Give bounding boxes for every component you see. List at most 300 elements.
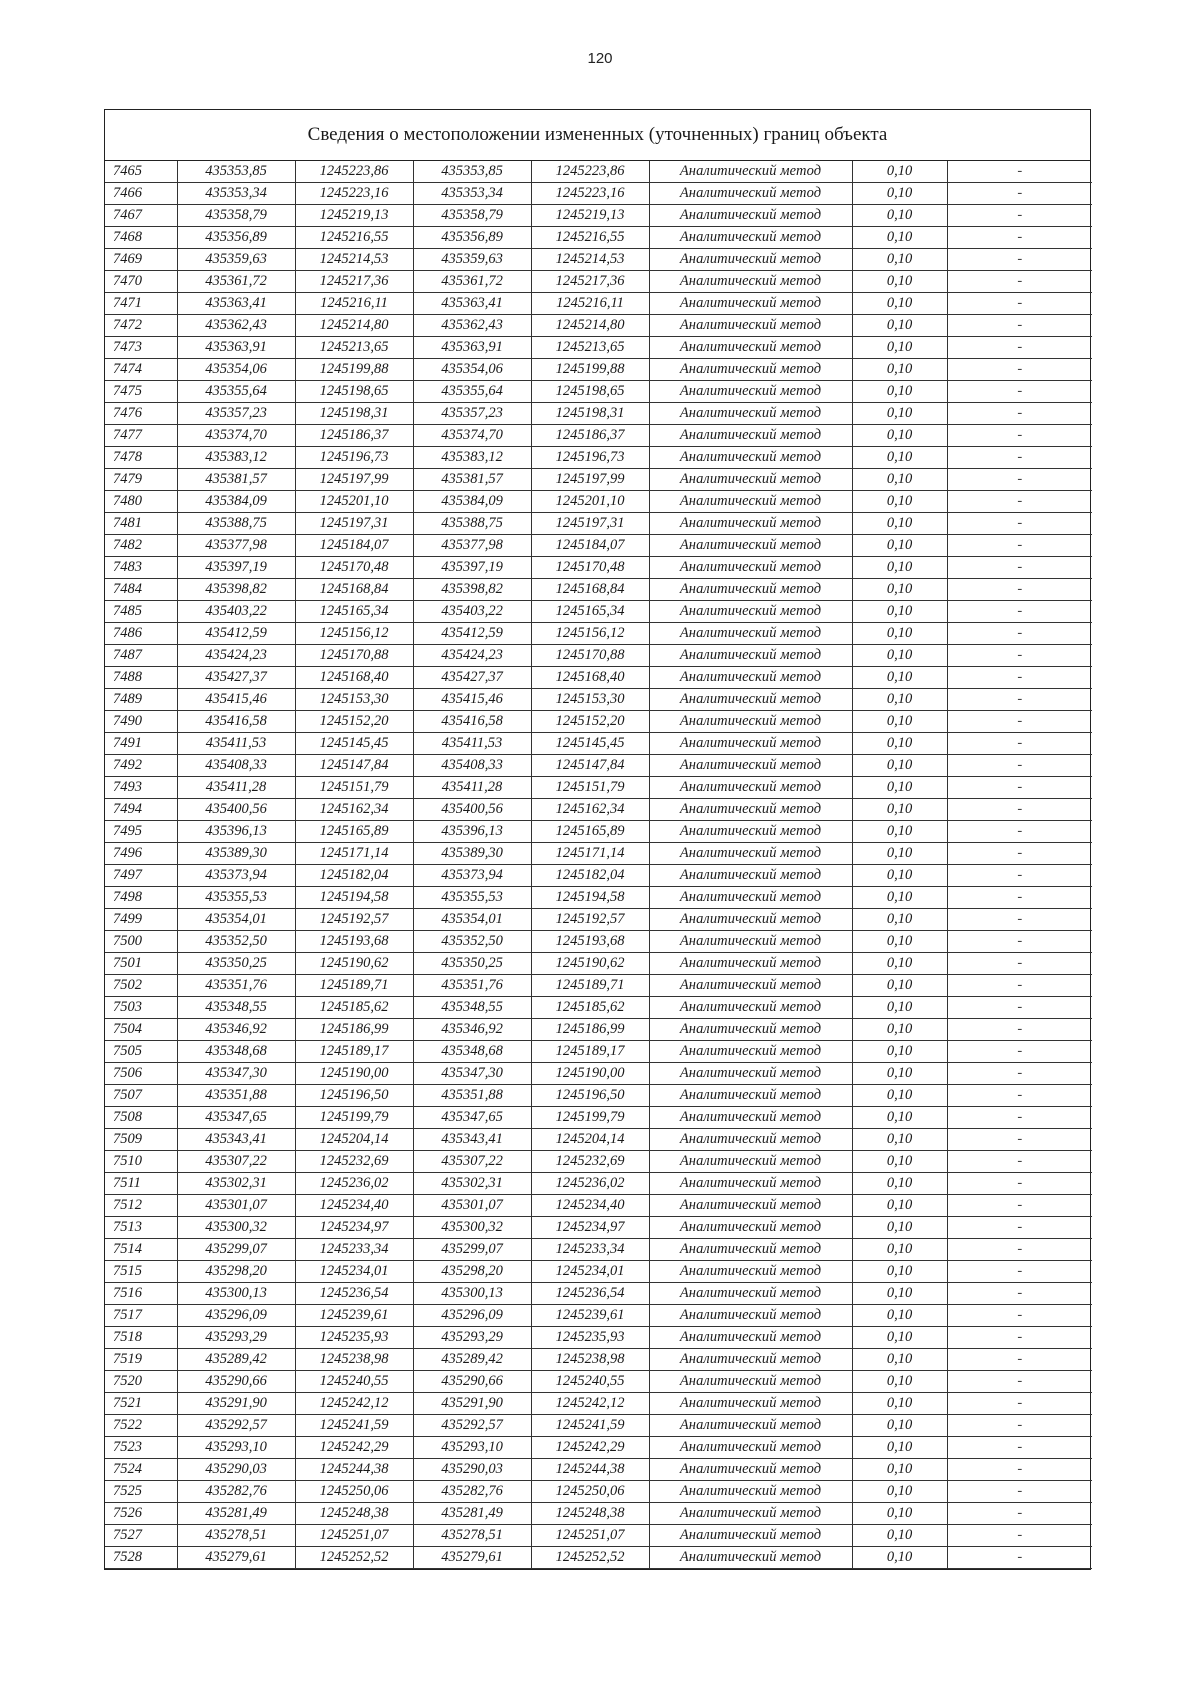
cell-method: Аналитический метод [649,1437,852,1459]
cell-x-new: 435354,01 [413,909,531,931]
cell-y-existing: 1245168,84 [295,579,413,601]
table-row [105,975,1092,997]
cell-point-number: 7523 [105,1437,177,1459]
cell-x-new: 435353,34 [413,183,531,205]
cell-method: Аналитический метод [649,315,852,337]
cell-x-new: 435351,88 [413,1085,531,1107]
cell-y-new: 1245242,12 [531,1393,649,1415]
cell-description: - [947,843,1092,865]
cell-method: Аналитический метод [649,271,852,293]
cell-x-existing: 435363,41 [177,293,295,315]
cell-x-new: 435347,65 [413,1107,531,1129]
cell-x-existing: 435293,29 [177,1327,295,1349]
cell-y-new: 1245216,11 [531,293,649,315]
cell-x-new: 435361,72 [413,271,531,293]
cell-precision: 0,10 [852,1085,947,1107]
cell-y-existing: 1245170,88 [295,645,413,667]
cell-x-new: 435411,28 [413,777,531,799]
cell-y-existing: 1245189,71 [295,975,413,997]
cell-y-new: 1245168,84 [531,579,649,601]
cell-y-new: 1245186,37 [531,425,649,447]
cell-x-existing: 435427,37 [177,667,295,689]
cell-y-new: 1245152,20 [531,711,649,733]
cell-precision: 0,10 [852,1107,947,1129]
cell-x-new: 435411,53 [413,733,531,755]
cell-point-number: 7504 [105,1019,177,1041]
cell-method: Аналитический метод [649,513,852,535]
cell-description: - [947,1217,1092,1239]
cell-x-existing: 435353,85 [177,161,295,183]
cell-y-new: 1245236,54 [531,1283,649,1305]
cell-y-existing: 1245239,61 [295,1305,413,1327]
cell-y-new: 1245184,07 [531,535,649,557]
cell-x-existing: 435357,23 [177,403,295,425]
cell-method: Аналитический метод [649,931,852,953]
cell-description: - [947,315,1092,337]
cell-x-new: 435384,09 [413,491,531,513]
cell-y-new: 1245165,89 [531,821,649,843]
cell-y-new: 1245214,53 [531,249,649,271]
cell-y-new: 1245197,99 [531,469,649,491]
cell-y-existing: 1245168,40 [295,667,413,689]
cell-x-existing: 435396,13 [177,821,295,843]
cell-method: Аналитический метод [649,1195,852,1217]
cell-y-new: 1245147,84 [531,755,649,777]
cell-x-new: 435293,29 [413,1327,531,1349]
cell-description: - [947,821,1092,843]
cell-y-existing: 1245214,80 [295,315,413,337]
cell-x-new: 435377,98 [413,535,531,557]
table-row [105,733,1092,755]
table-row [105,161,1092,183]
table-row [105,1371,1092,1393]
cell-x-existing: 435416,58 [177,711,295,733]
cell-x-new: 435282,76 [413,1481,531,1503]
cell-precision: 0,10 [852,403,947,425]
cell-y-new: 1245244,38 [531,1459,649,1481]
cell-point-number: 7515 [105,1261,177,1283]
cell-y-new: 1245151,79 [531,777,649,799]
cell-x-new: 435351,76 [413,975,531,997]
table-row [105,821,1092,843]
cell-point-number: 7482 [105,535,177,557]
table-row [105,799,1092,821]
cell-x-existing: 435351,76 [177,975,295,997]
cell-y-new: 1245197,31 [531,513,649,535]
cell-x-existing: 435356,89 [177,227,295,249]
cell-description: - [947,1305,1092,1327]
cell-method: Аналитический метод [649,755,852,777]
cell-x-existing: 435290,66 [177,1371,295,1393]
table-row [105,315,1092,337]
cell-x-new: 435363,91 [413,337,531,359]
cell-point-number: 7493 [105,777,177,799]
cell-method: Аналитический метод [649,1393,852,1415]
cell-method: Аналитический метод [649,1239,852,1261]
cell-method: Аналитический метод [649,359,852,381]
cell-precision: 0,10 [852,997,947,1019]
cell-method: Аналитический метод [649,579,852,601]
cell-y-existing: 1245235,93 [295,1327,413,1349]
cell-method: Аналитический метод [649,205,852,227]
cell-x-new: 435412,59 [413,623,531,645]
table-row [105,447,1092,469]
cell-description: - [947,227,1092,249]
cell-x-new: 435403,22 [413,601,531,623]
cell-x-existing: 435361,72 [177,271,295,293]
cell-description: - [947,997,1092,1019]
cell-description: - [947,381,1092,403]
cell-y-existing: 1245234,97 [295,1217,413,1239]
cell-x-new: 435416,58 [413,711,531,733]
cell-x-new: 435353,85 [413,161,531,183]
cell-x-existing: 435400,56 [177,799,295,821]
cell-point-number: 7470 [105,271,177,293]
cell-y-new: 1245186,99 [531,1019,649,1041]
cell-x-existing: 435362,43 [177,315,295,337]
cell-method: Аналитический метод [649,601,852,623]
cell-description: - [947,1503,1092,1525]
cell-y-existing: 1245244,38 [295,1459,413,1481]
table-row [105,865,1092,887]
cell-description: - [947,1525,1092,1547]
table-row [105,1525,1092,1547]
cell-method: Аналитический метод [649,887,852,909]
cell-point-number: 7488 [105,667,177,689]
cell-point-number: 7471 [105,293,177,315]
cell-precision: 0,10 [852,491,947,513]
cell-x-existing: 435384,09 [177,491,295,513]
cell-precision: 0,10 [852,337,947,359]
table-row [105,1261,1092,1283]
cell-precision: 0,10 [852,689,947,711]
cell-y-new: 1245238,98 [531,1349,649,1371]
cell-point-number: 7525 [105,1481,177,1503]
cell-description: - [947,337,1092,359]
cell-point-number: 7481 [105,513,177,535]
cell-point-number: 7514 [105,1239,177,1261]
cell-point-number: 7490 [105,711,177,733]
cell-method: Аналитический метод [649,469,852,491]
cell-precision: 0,10 [852,293,947,315]
cell-precision: 0,10 [852,1503,947,1525]
cell-precision: 0,10 [852,1063,947,1085]
cell-y-existing: 1245219,13 [295,205,413,227]
cell-point-number: 7506 [105,1063,177,1085]
cell-y-new: 1245185,62 [531,997,649,1019]
cell-y-existing: 1245234,40 [295,1195,413,1217]
cell-point-number: 7505 [105,1041,177,1063]
cell-x-existing: 435355,64 [177,381,295,403]
cell-x-new: 435289,42 [413,1349,531,1371]
cell-x-existing: 435355,53 [177,887,295,909]
cell-point-number: 7472 [105,315,177,337]
cell-description: - [947,1349,1092,1371]
table-row [105,1063,1092,1085]
cell-x-new: 435298,20 [413,1261,531,1283]
cell-x-existing: 435282,76 [177,1481,295,1503]
cell-y-existing: 1245198,31 [295,403,413,425]
cell-description: - [947,645,1092,667]
cell-point-number: 7468 [105,227,177,249]
cell-y-new: 1245216,55 [531,227,649,249]
cell-precision: 0,10 [852,1283,947,1305]
cell-point-number: 7527 [105,1525,177,1547]
cell-y-new: 1245168,40 [531,667,649,689]
cell-x-existing: 435290,03 [177,1459,295,1481]
cell-description: - [947,689,1092,711]
cell-x-existing: 435354,01 [177,909,295,931]
cell-y-existing: 1245204,14 [295,1129,413,1151]
cell-y-existing: 1245190,62 [295,953,413,975]
cell-description: - [947,557,1092,579]
cell-y-existing: 1245232,69 [295,1151,413,1173]
cell-method: Аналитический метод [649,1305,852,1327]
cell-x-new: 435299,07 [413,1239,531,1261]
table-row [105,205,1092,227]
cell-description: - [947,1437,1092,1459]
table-row [105,953,1092,975]
cell-method: Аналитический метод [649,337,852,359]
cell-x-existing: 435383,12 [177,447,295,469]
cell-x-new: 435348,68 [413,1041,531,1063]
cell-x-new: 435302,31 [413,1173,531,1195]
cell-precision: 0,10 [852,1129,947,1151]
cell-method: Аналитический метод [649,1503,852,1525]
cell-precision: 0,10 [852,777,947,799]
cell-precision: 0,10 [852,1261,947,1283]
cell-method: Аналитический метод [649,1481,852,1503]
coordinates-table [105,161,1092,1569]
cell-y-existing: 1245194,58 [295,887,413,909]
cell-y-new: 1245156,12 [531,623,649,645]
cell-y-new: 1245199,88 [531,359,649,381]
cell-description: - [947,799,1092,821]
table-row [105,1547,1092,1569]
cell-y-existing: 1245223,86 [295,161,413,183]
table-row [105,1437,1092,1459]
cell-x-existing: 435411,53 [177,733,295,755]
cell-y-existing: 1245184,07 [295,535,413,557]
table-row [105,1085,1092,1107]
cell-x-existing: 435348,55 [177,997,295,1019]
cell-point-number: 7508 [105,1107,177,1129]
cell-description: - [947,1393,1092,1415]
cell-precision: 0,10 [852,623,947,645]
cell-precision: 0,10 [852,161,947,183]
cell-x-new: 435363,41 [413,293,531,315]
cell-y-existing: 1245236,02 [295,1173,413,1195]
cell-x-new: 435358,79 [413,205,531,227]
cell-point-number: 7517 [105,1305,177,1327]
cell-y-existing: 1245152,20 [295,711,413,733]
cell-x-existing: 435343,41 [177,1129,295,1151]
cell-x-new: 435362,43 [413,315,531,337]
cell-y-new: 1245162,34 [531,799,649,821]
cell-point-number: 7483 [105,557,177,579]
table-row [105,1327,1092,1349]
table-row [105,381,1092,403]
cell-precision: 0,10 [852,1525,947,1547]
cell-precision: 0,10 [852,1195,947,1217]
table-row [105,997,1092,1019]
cell-y-existing: 1245171,14 [295,843,413,865]
table-row [105,1173,1092,1195]
cell-x-new: 435359,63 [413,249,531,271]
cell-x-existing: 435281,49 [177,1503,295,1525]
cell-y-new: 1245170,48 [531,557,649,579]
cell-x-existing: 435279,61 [177,1547,295,1569]
table-row [105,711,1092,733]
table-row [105,271,1092,293]
table-row [105,227,1092,249]
cell-precision: 0,10 [852,865,947,887]
cell-description: - [947,1129,1092,1151]
cell-description: - [947,1327,1092,1349]
cell-y-new: 1245182,04 [531,865,649,887]
cell-x-existing: 435301,07 [177,1195,295,1217]
table-row [105,1239,1092,1261]
cell-y-existing: 1245197,31 [295,513,413,535]
cell-description: - [947,777,1092,799]
cell-x-new: 435389,30 [413,843,531,865]
table-row [105,337,1092,359]
cell-precision: 0,10 [852,1305,947,1327]
cell-x-existing: 435377,98 [177,535,295,557]
cell-y-new: 1245236,02 [531,1173,649,1195]
cell-x-new: 435348,55 [413,997,531,1019]
cell-method: Аналитический метод [649,1459,852,1481]
cell-description: - [947,755,1092,777]
table-row [105,1503,1092,1525]
cell-method: Аналитический метод [649,1151,852,1173]
cell-point-number: 7528 [105,1547,177,1569]
cell-x-existing: 435302,31 [177,1173,295,1195]
cell-x-existing: 435363,91 [177,337,295,359]
cell-y-existing: 1245238,98 [295,1349,413,1371]
cell-y-existing: 1245199,88 [295,359,413,381]
cell-x-new: 435291,90 [413,1393,531,1415]
cell-x-existing: 435381,57 [177,469,295,491]
cell-x-new: 435350,25 [413,953,531,975]
table-row [105,755,1092,777]
cell-x-new: 435300,32 [413,1217,531,1239]
cell-method: Аналитический метод [649,843,852,865]
cell-x-new: 435354,06 [413,359,531,381]
cell-precision: 0,10 [852,1217,947,1239]
cell-point-number: 7465 [105,161,177,183]
cell-description: - [947,1195,1092,1217]
cell-y-new: 1245234,40 [531,1195,649,1217]
cell-x-existing: 435353,34 [177,183,295,205]
cell-method: Аналитический метод [649,975,852,997]
cell-method: Аналитический метод [649,227,852,249]
cell-precision: 0,10 [852,535,947,557]
cell-x-new: 435381,57 [413,469,531,491]
table-row [105,667,1092,689]
cell-point-number: 7479 [105,469,177,491]
cell-point-number: 7496 [105,843,177,865]
cell-description: - [947,953,1092,975]
cell-y-existing: 1245236,54 [295,1283,413,1305]
cell-y-existing: 1245252,52 [295,1547,413,1569]
cell-point-number: 7484 [105,579,177,601]
cell-x-existing: 435397,19 [177,557,295,579]
cell-y-existing: 1245162,34 [295,799,413,821]
table-row [105,1481,1092,1503]
cell-y-new: 1245170,88 [531,645,649,667]
cell-point-number: 7497 [105,865,177,887]
cell-point-number: 7494 [105,799,177,821]
cell-point-number: 7473 [105,337,177,359]
cell-method: Аналитический метод [649,425,852,447]
cell-x-existing: 435351,88 [177,1085,295,1107]
cell-method: Аналитический метод [649,1371,852,1393]
cell-precision: 0,10 [852,799,947,821]
cell-y-existing: 1245201,10 [295,491,413,513]
table-row [105,689,1092,711]
cell-precision: 0,10 [852,469,947,491]
table-row [105,249,1092,271]
cell-y-existing: 1245216,55 [295,227,413,249]
cell-y-existing: 1245185,62 [295,997,413,1019]
cell-description: - [947,1261,1092,1283]
cell-y-existing: 1245214,53 [295,249,413,271]
cell-x-existing: 435374,70 [177,425,295,447]
cell-y-new: 1245223,16 [531,183,649,205]
cell-description: - [947,1283,1092,1305]
cell-method: Аналитический метод [649,997,852,1019]
cell-method: Аналитический метод [649,1415,852,1437]
cell-precision: 0,10 [852,359,947,381]
cell-x-existing: 435346,92 [177,1019,295,1041]
cell-y-existing: 1245217,36 [295,271,413,293]
cell-x-new: 435290,03 [413,1459,531,1481]
cell-x-existing: 435358,79 [177,205,295,227]
cell-description: - [947,469,1092,491]
cell-point-number: 7510 [105,1151,177,1173]
cell-x-existing: 435359,63 [177,249,295,271]
cell-y-existing: 1245233,34 [295,1239,413,1261]
cell-y-new: 1245235,93 [531,1327,649,1349]
table-row [105,1459,1092,1481]
cell-precision: 0,10 [852,183,947,205]
cell-precision: 0,10 [852,975,947,997]
cell-point-number: 7492 [105,755,177,777]
cell-y-existing: 1245156,12 [295,623,413,645]
cell-point-number: 7524 [105,1459,177,1481]
table-row [105,1195,1092,1217]
cell-y-new: 1245153,30 [531,689,649,711]
cell-x-existing: 435354,06 [177,359,295,381]
cell-y-existing: 1245192,57 [295,909,413,931]
cell-point-number: 7489 [105,689,177,711]
table-row [105,909,1092,931]
cell-y-existing: 1245197,99 [295,469,413,491]
cell-x-existing: 435300,32 [177,1217,295,1239]
cell-y-existing: 1245250,06 [295,1481,413,1503]
cell-description: - [947,1173,1092,1195]
cell-point-number: 7503 [105,997,177,1019]
cell-y-existing: 1245193,68 [295,931,413,953]
cell-method: Аналитический метод [649,1085,852,1107]
cell-point-number: 7502 [105,975,177,997]
cell-y-new: 1245192,57 [531,909,649,931]
cell-y-existing: 1245145,45 [295,733,413,755]
cell-method: Аналитический метод [649,1261,852,1283]
cell-precision: 0,10 [852,1151,947,1173]
cell-y-new: 1245196,50 [531,1085,649,1107]
